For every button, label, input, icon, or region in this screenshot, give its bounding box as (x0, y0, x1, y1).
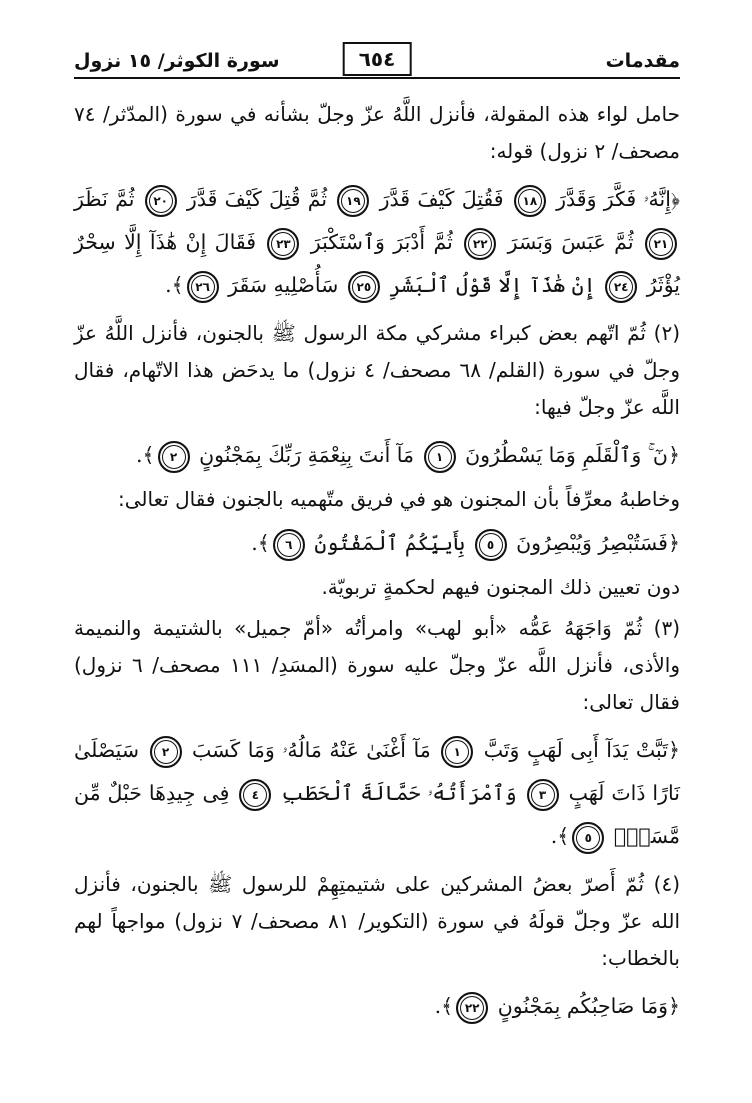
verse-close-bracket: ﴾. (550, 824, 570, 848)
ayah-number-marker: ١٩ (337, 185, 369, 217)
verse-segment: نٓ ۚ وَٱلْقَلَمِ وَمَا يَسْطُرُونَ (465, 443, 668, 467)
verse-close-bracket: ﴾. (251, 531, 270, 555)
verse-segment: مَآ أَنتَ بِنِعْمَةِ رَبِّكَ بِمَجْنُونٍ (199, 443, 415, 467)
verse-segment: سَأُصْلِيهِ سَقَرَ (228, 273, 339, 297)
verse-open-bracket: ﴿ (667, 738, 680, 762)
ayah-number-marker: ٢٤ (605, 271, 637, 303)
ayah-number-marker: ٢٥ (348, 271, 380, 303)
verse-close-bracket: ﴾. (165, 273, 184, 297)
verse-segment: تَبَّتْ يَدَآ أَبِى لَهَبٍ وَتَبَّ (483, 738, 668, 762)
ayah-number-marker: ٢ (158, 441, 190, 473)
verse-open-bracket: ﴿ (667, 994, 680, 1018)
ayah-number-marker: ٢٢ (464, 228, 496, 260)
paragraph-4: دون تعيين ذلك المجنون فيهم لحكمةٍ تربويّة. (321, 575, 680, 599)
ayah-number-marker: ٤ (239, 779, 271, 811)
verse-open-bracket: ﴿ (670, 187, 680, 211)
verse-segment: فَقُتِلَ كَيْفَ قَدَّرَ (379, 187, 504, 211)
running-header (74, 42, 680, 80)
page-body (74, 96, 680, 1036)
verse-block-4 (74, 729, 680, 858)
paragraph-5: (٣) ثُمّ وَاجَهَهُ عَمُّه «أبو لهب» وامرأتُه «أمّ جميل» بالشتيمة والنميمة والأذى، فأنزل اللَّه عزّ وجلّ عليه سورة (المسَدِ/ ١١١ مصحف/ ٦ نزول) فقال تعالى: (74, 616, 681, 714)
verse-block-5 (74, 985, 680, 1028)
ayah-number-marker: ١ (441, 736, 473, 768)
verse-open-bracket: ﴿ (667, 443, 680, 467)
ayah-number-marker: ١٨ (514, 185, 546, 217)
ayah-number-marker: ٥ (475, 529, 507, 561)
verse-block-2 (74, 434, 680, 477)
paragraph-1: حامل لواء هذه المقولة، فأنزل اللَّهُ عزّ وجلّ بشأنه في سورة (المدّثر/ ٧٤ مصحف/ ٢ نزول) قوله: (74, 102, 680, 163)
ayah-number-marker: ١ (424, 441, 456, 473)
section-title: مقدمات (605, 50, 680, 72)
verse-segment: وَٱمْرَأَتُهُۥ حَمَّالَةَ ٱلْحَطَبِ (281, 781, 517, 805)
ayah-number-marker: ٥ (572, 822, 604, 854)
verse-segment: وَمَا صَاحِبُكُم بِمَجْنُونٍ (497, 994, 668, 1018)
verse-close-bracket: ﴾. (136, 443, 155, 467)
ayah-number-marker: ٢٠ (145, 185, 177, 217)
page-number: ٦٥٤ (343, 42, 412, 76)
ayah-number-marker: ٢١ (645, 228, 677, 260)
verse-segment: مَآ أَغْنَىٰ عَنْهُ مَالُهُۥ وَمَا كَسَبَ (192, 738, 431, 762)
ayah-number-marker: ٦ (273, 529, 305, 561)
ayah-number-marker: ٢٣ (267, 228, 299, 260)
verse-segment: بِأَييِّكُمُ ٱلْمَفْتُونُ (314, 531, 466, 555)
ayah-number-marker: ٢٢ (456, 992, 488, 1024)
verse-close-bracket: ﴾. (434, 994, 454, 1018)
verse-segment: ثُمَّ قُتِلَ كَيْفَ قَدَّرَ (186, 187, 328, 211)
verse-segment: ثُمَّ نَظَرَ (74, 187, 135, 211)
paragraph-3: وخاطبهُ معرِّفاً بأن المجنون هو في فريق متّهميه بالجنون فقال تعالى: (117, 487, 680, 511)
verse-segment: سَيَصْلَىٰ نَارًا ذَاتَ لَهَبٍ (74, 738, 680, 805)
verse-segment: ثُمَّ أَدْبَرَ وَٱسْتَكْبَرَ (310, 230, 453, 254)
ayah-number-marker: ٣ (527, 779, 559, 811)
verse-block-1 (74, 178, 680, 307)
verse-segment: فَسَتُبْصِرُ وَيُبْصِرُونَ (516, 531, 668, 555)
verse-segment: فَقَالَ إِنْ هَٰذَآ إِلَّا سِحْرٌ يُؤْثَرُ (74, 230, 680, 297)
verse-segment: ثُمَّ عَبَسَ وَبَسَرَ (507, 230, 634, 254)
paragraph-6: (٤) ثُمّ أَصرّ بعضُ المشركين على شتيمتِهِمْ للرسول ﷺ بالجنون، فأنزل الله عزّ وجلّ قولَهُ في سورة (التكوير/ ٨١ مصحف/ ٧ نزول) مواجهاً لهم بالخطاب: (74, 872, 681, 970)
surah-title: سورة الكوثر/ ١٥ نزول (74, 50, 280, 72)
paragraph-2: (٢) ثُمّ اتّهم بعض كبراء مشركي مكة الرسول ﷺ بالجنون، فأنزل اللَّهُ عزّ وجلّ في سورة (القلم/ ٦٨ مصحف/ ٤ نزول) ما يدحَض هذا الاتّهام، فقال اللَّه عزّ وجلّ فيها: (74, 321, 681, 419)
ayah-number-marker: ٢ (150, 736, 182, 768)
verse-segment: فِى جِيدِهَا حَبْلٌ مِّن مَّسَدٍۭ (74, 781, 680, 848)
verse-open-bracket: ﴿ (667, 531, 680, 555)
verse-segment: إِنَّهُۥ فَكَّرَ وَقَدَّرَ (556, 187, 671, 211)
ayah-number-marker: ٢٦ (187, 271, 219, 303)
verse-block-3 (74, 522, 680, 565)
verse-segment: إِنْ هَٰذَآ إِلَّا قَوْلُ ٱلْبَشَرِ (389, 273, 596, 297)
header-rule (74, 77, 680, 79)
